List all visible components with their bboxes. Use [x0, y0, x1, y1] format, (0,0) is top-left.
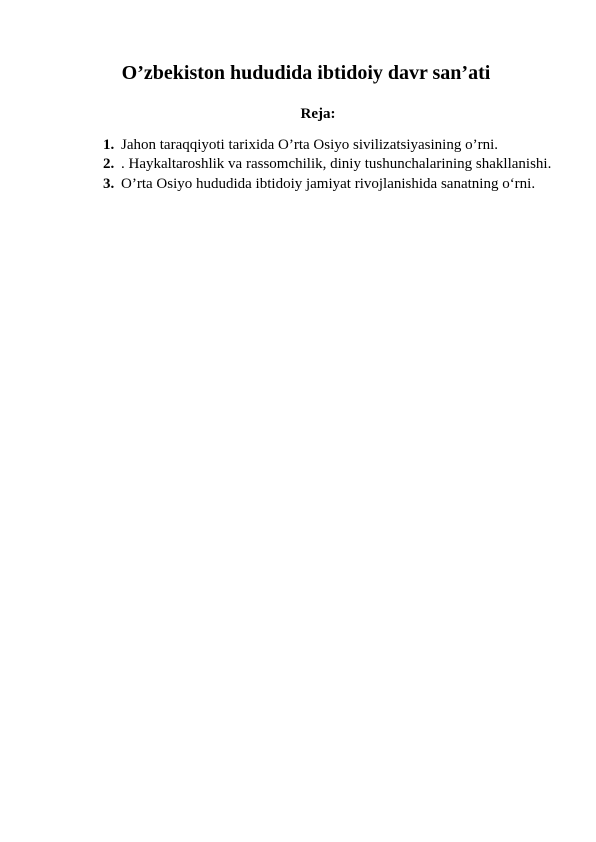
document-title: O’zbekiston hududida ibtidoiy davr san’ati: [121, 62, 491, 84]
plan-item-text: O’rta Osiyo hududida ibtidoiy jamiyat rivojlanishida sanatning o‘rni.: [121, 175, 536, 192]
plan-item-number: 3.: [103, 175, 115, 192]
plan-item: [103, 155, 563, 174]
plan-item-number: 2.: [103, 156, 115, 173]
plan-item-text: Jahon taraqqiyoti tarixida O’rta Osiyo sivilizatsiyasining o’rni.: [121, 137, 499, 153]
plan-item-text: . Haykaltaroshlik va rassomchilik, diniy tushunchalarining shakllanishi.: [121, 156, 552, 173]
plan-item: [103, 175, 563, 194]
plan-heading: Reja:: [300, 106, 336, 122]
plan-item-number: 1.: [103, 137, 115, 153]
plan-list: [103, 136, 563, 194]
plan-item: [103, 136, 563, 155]
